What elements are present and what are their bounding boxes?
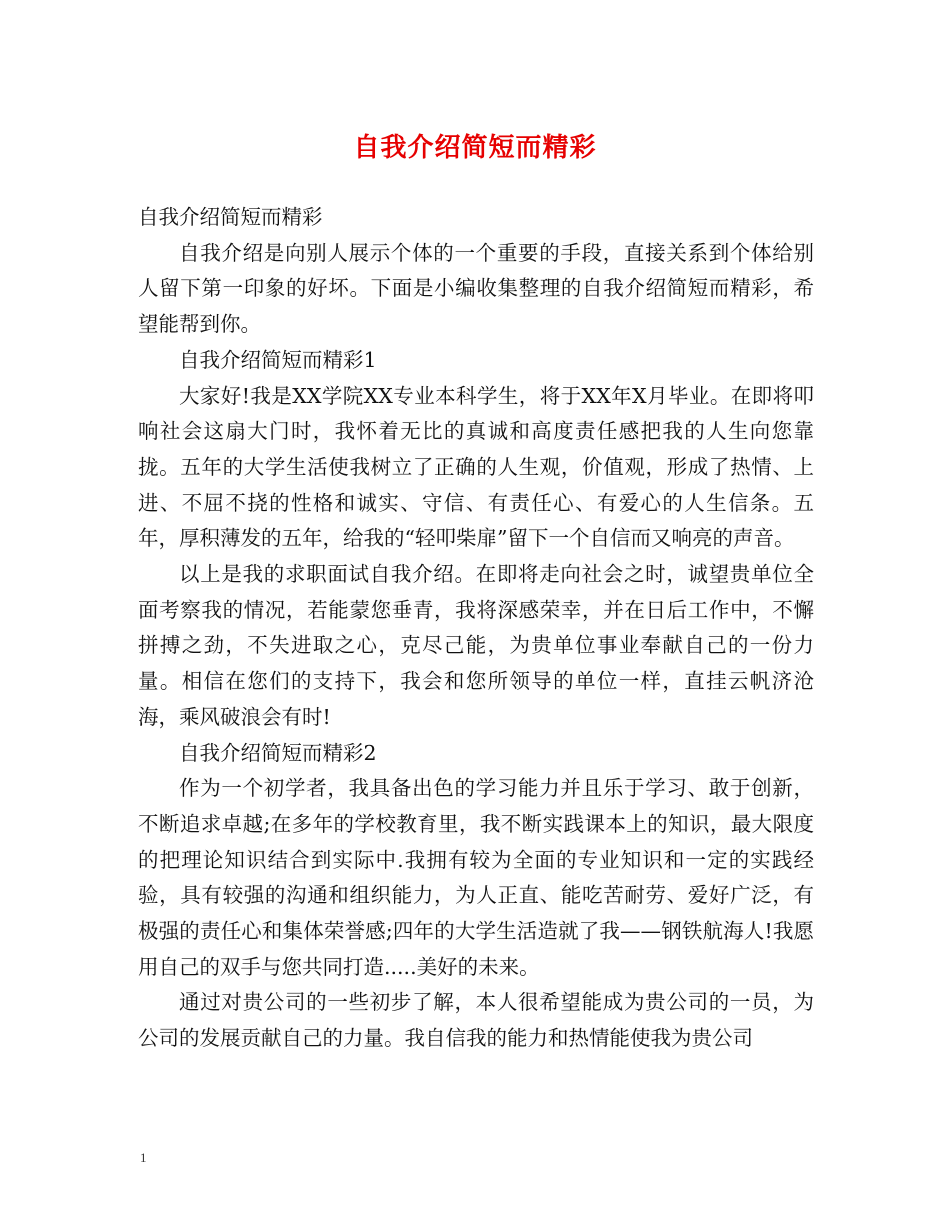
paragraph-section-1: 大家好!我是XX学院XX专业本科学生，将于XX年X月毕业。在即将叩响社会这扇大门时，我怀着无比的真诚和高度责任感把我的人生向您靠拢。五年的大学生活使我树立了正确的人生观，价值观，形成了热情、上进、不屈不挠的性格和诚实、守信、有责任心、有爱心的人生信条。五年，厚积薄发的五年，给我的“轻叩柴扉”留下一个自信而又响亮的声音。 [138,383,814,551]
paragraph-section-2-continued: 通过对贵公司的一些初步了解，本人很希望能成为贵公司的一员，为公司的发展贡献自己的力量。我自信我的能力和热情能使我为贵公司 [138,990,814,1051]
document-title: 自我介绍简短而精彩 [353,133,597,163]
section-heading-2: 自我介绍简短而精彩2 [179,740,377,765]
page-number: 1 [140,1150,147,1165]
paragraph-heading: 自我介绍简短而精彩 [138,205,323,229]
document-body [138,200,814,1057]
paragraph-intro: 自我介绍是向别人展示个体的一个重要的手段，直接关系到个体给别人留下第一印象的好坏。下面是小编收集整理的自我介绍简短而精彩，希望能帮到你。 [138,240,814,337]
section-heading-1: 自我介绍简短而精彩1 [179,347,377,372]
paragraph-section-1-closing: 以上是我的求职面试自我介绍。在即将走向社会之时，诚望贵单位全面考察我的情况，若能蒙您垂青，我将深感荣幸，并在日后工作中，不懈拼搏之劲，不失进取之心，克尽己能，为贵单位事业奉献自己的一份力量。相信在您们的支持下，我会和您所领导的单位一样，直挂云帆济沧海，乘风破浪会有时! [138,562,814,729]
paragraph-section-2: 作为一个初学者，我具备出色的学习能力并且乐于学习、敢于创新，不断追求卓越;在多年的学校教育里，我不断实践课本上的知识，最大限度的把理论知识结合到实际中.我拥有较为全面的专业知识和一定的实践经验，具有较强的沟通和组织能力，为人正直、能吃苦耐劳、爱好广泛，有极强的责任心和集体荣誉感;四年的大学生活造就了我——钢铁航海人!我愿用自己的双手与您共同打造.....美好的未来。 [138,776,814,979]
